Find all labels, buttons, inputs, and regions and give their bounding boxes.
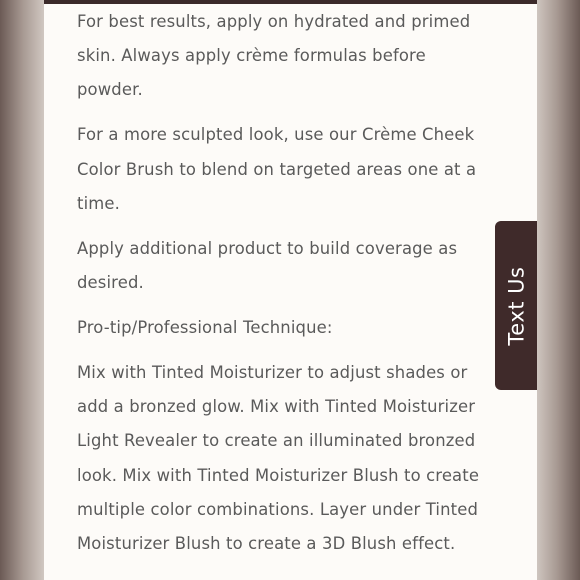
text-us-button[interactable] <box>495 221 537 390</box>
instruction-paragraph-sculpt: For a more sculpted look, use our Crème Cheek Color Brush to blend on targeted areas one at a time. <box>77 125 477 213</box>
instruction-paragraph-application: For best results, apply on hydrated and primed skin. Always apply crème formulas before powder. <box>77 12 471 100</box>
pro-tip-heading: Pro-tip/Professional Technique: <box>77 318 333 338</box>
header-divider-bar <box>44 0 537 4</box>
product-instructions-page <box>44 0 537 580</box>
text-us-label: Text Us <box>504 266 528 345</box>
pro-tip-paragraph: Mix with Tinted Moisturizer to adjust shades or add a bronzed glow. Mix with Tinted Moisturizer Light Revealer to create an illuminated bronzed look. Mix with Tinted Moisturizer Blush to create multiple color combinations. Layer under Tinted Moisturizer Blush to create a 3D Blush effect. <box>77 363 480 554</box>
instruction-paragraph-coverage: Apply additional product to build coverage as desired. <box>77 238 458 293</box>
instructions-content <box>77 5 495 572</box>
